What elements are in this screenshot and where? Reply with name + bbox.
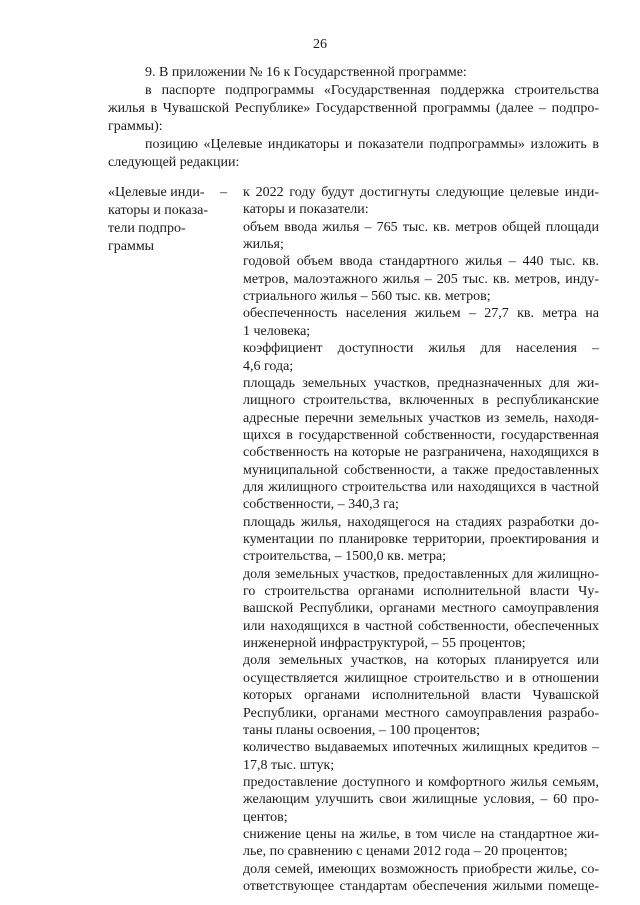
position-text-line: коэффициент доступности жилья для населения – xyxy=(243,341,599,357)
position-text-line: площадь земельных участков, предназначенных для жи- xyxy=(243,375,599,391)
label-line: граммы xyxy=(108,239,155,254)
position-text-line: муниципальной собственности, а также предоставленных xyxy=(243,462,599,478)
position-text-line: собственности, – 340,3 га; xyxy=(243,497,399,513)
label-line: каторы и показа- xyxy=(108,203,208,218)
position-text-line: обеспеченность населения жильем – 27,7 кв. метра на xyxy=(243,306,599,322)
position-text-line: метров, малоэтажного жилья – 205 тыс. кв. метров, инду- xyxy=(243,271,599,287)
position-text-line: 17,8 тыс. штук; xyxy=(243,757,335,773)
position-text-line: жилья; xyxy=(243,237,284,253)
position-text-line: адресные перечни земельных участков из земель, находя- xyxy=(243,410,599,426)
position-text-line: стриального жилья – 560 тыс. кв. метров; xyxy=(243,289,491,305)
position-text-line: к 2022 году будут достигнуты следующие целевые инди- xyxy=(243,185,599,200)
position-text-line: 1 человека; xyxy=(243,323,311,339)
position-text-line: снижение цены на жилье, в том числе на стандартное жи- xyxy=(243,826,599,842)
position-text-line: для жилищного строительства или находящихся в частной xyxy=(243,479,599,495)
position-text-line: щихся в государственной собственности, государственная xyxy=(243,427,599,443)
position-text-line: желающим улучшить свои жилищные условия, – 60 про- xyxy=(243,792,599,808)
position-text-line: вашской Республики, органами местного самоуправления xyxy=(243,601,599,617)
position-text-line: таны планы освоения, – 100 процентов; xyxy=(243,722,481,738)
position-text-line: каторы и показатели: xyxy=(243,202,369,218)
position-text-line: Республики, органами местного самоуправления разрабо- xyxy=(243,705,599,721)
position-dash: – xyxy=(220,185,227,200)
position-text-line: объем ввода жилья – 765 тыс. кв. метров общей площади xyxy=(243,219,599,235)
position-text-line: го строительства органами исполнительной власти Чу- xyxy=(243,584,599,600)
intro-line-2: в паспорте подпрограммы «Государственная поддержка строительства xyxy=(145,83,599,98)
position-text-line: кументации по планировке территории, проектирования и xyxy=(243,532,599,547)
label-line: тели подпро- xyxy=(108,221,186,236)
position-text-line: строительства, – 1500,0 кв. метра; xyxy=(243,549,447,565)
position-text-line: осуществляется жилищное строительство и в отношении xyxy=(243,670,599,686)
intro-line-3: жилья в Чувашской Республике» Государственной программы (далее – подпро- xyxy=(108,101,599,116)
intro-line-1: 9. В приложении № 16 к Государственной программе: xyxy=(145,65,467,80)
page-number: 26 xyxy=(313,37,327,52)
position-text-line: доля семей, имеющих возможность приобрести жилье, со- xyxy=(243,861,599,877)
position-text-line: собственность на которые не разграничена, находящихся в xyxy=(243,445,599,461)
position-text-line: 4,6 года; xyxy=(243,358,294,374)
position-text-line: лье, по сравнению с ценами 2012 года – 20 процентов; xyxy=(243,844,568,860)
position-text-line: центов; xyxy=(243,809,288,825)
position-text-line: доля земельных участков, предоставленных для жилищно- xyxy=(243,566,599,582)
position-text-line: предоставление доступного и комфортного жилья семьям, xyxy=(243,774,599,790)
position-text-line: количество выдаваемых ипотечных жилищных кредитов – xyxy=(243,740,599,756)
intro-line-5: позицию «Целевые индикаторы и показатели подпрограммы» изложить в xyxy=(145,137,599,152)
position-text-line: или находящихся в частной собственности, обеспеченных xyxy=(243,618,599,634)
label-line: «Целевые инди- xyxy=(108,185,205,200)
position-text-line: доля земельных участков, на которых планируется или xyxy=(243,653,599,669)
position-text-line: лищного строительства, включенных в республиканские xyxy=(243,393,599,409)
position-text-line: которых органами исполнительной власти Чувашской xyxy=(243,688,599,704)
position-text-line: ответствующее стандартам обеспечения жилыми помеще- xyxy=(243,879,599,894)
position-text-line: площадь жилья, находящегося на стадиях разработки до- xyxy=(243,514,599,530)
intro-line-4: граммы): xyxy=(108,119,163,134)
intro-line-6: следующей редакции: xyxy=(108,155,240,170)
position-text-line: годовой объем ввода стандартного жилья – 440 тыс. кв. xyxy=(243,254,599,270)
position-text-line: инженерной инфраструктурой, – 55 процентов; xyxy=(243,636,526,652)
